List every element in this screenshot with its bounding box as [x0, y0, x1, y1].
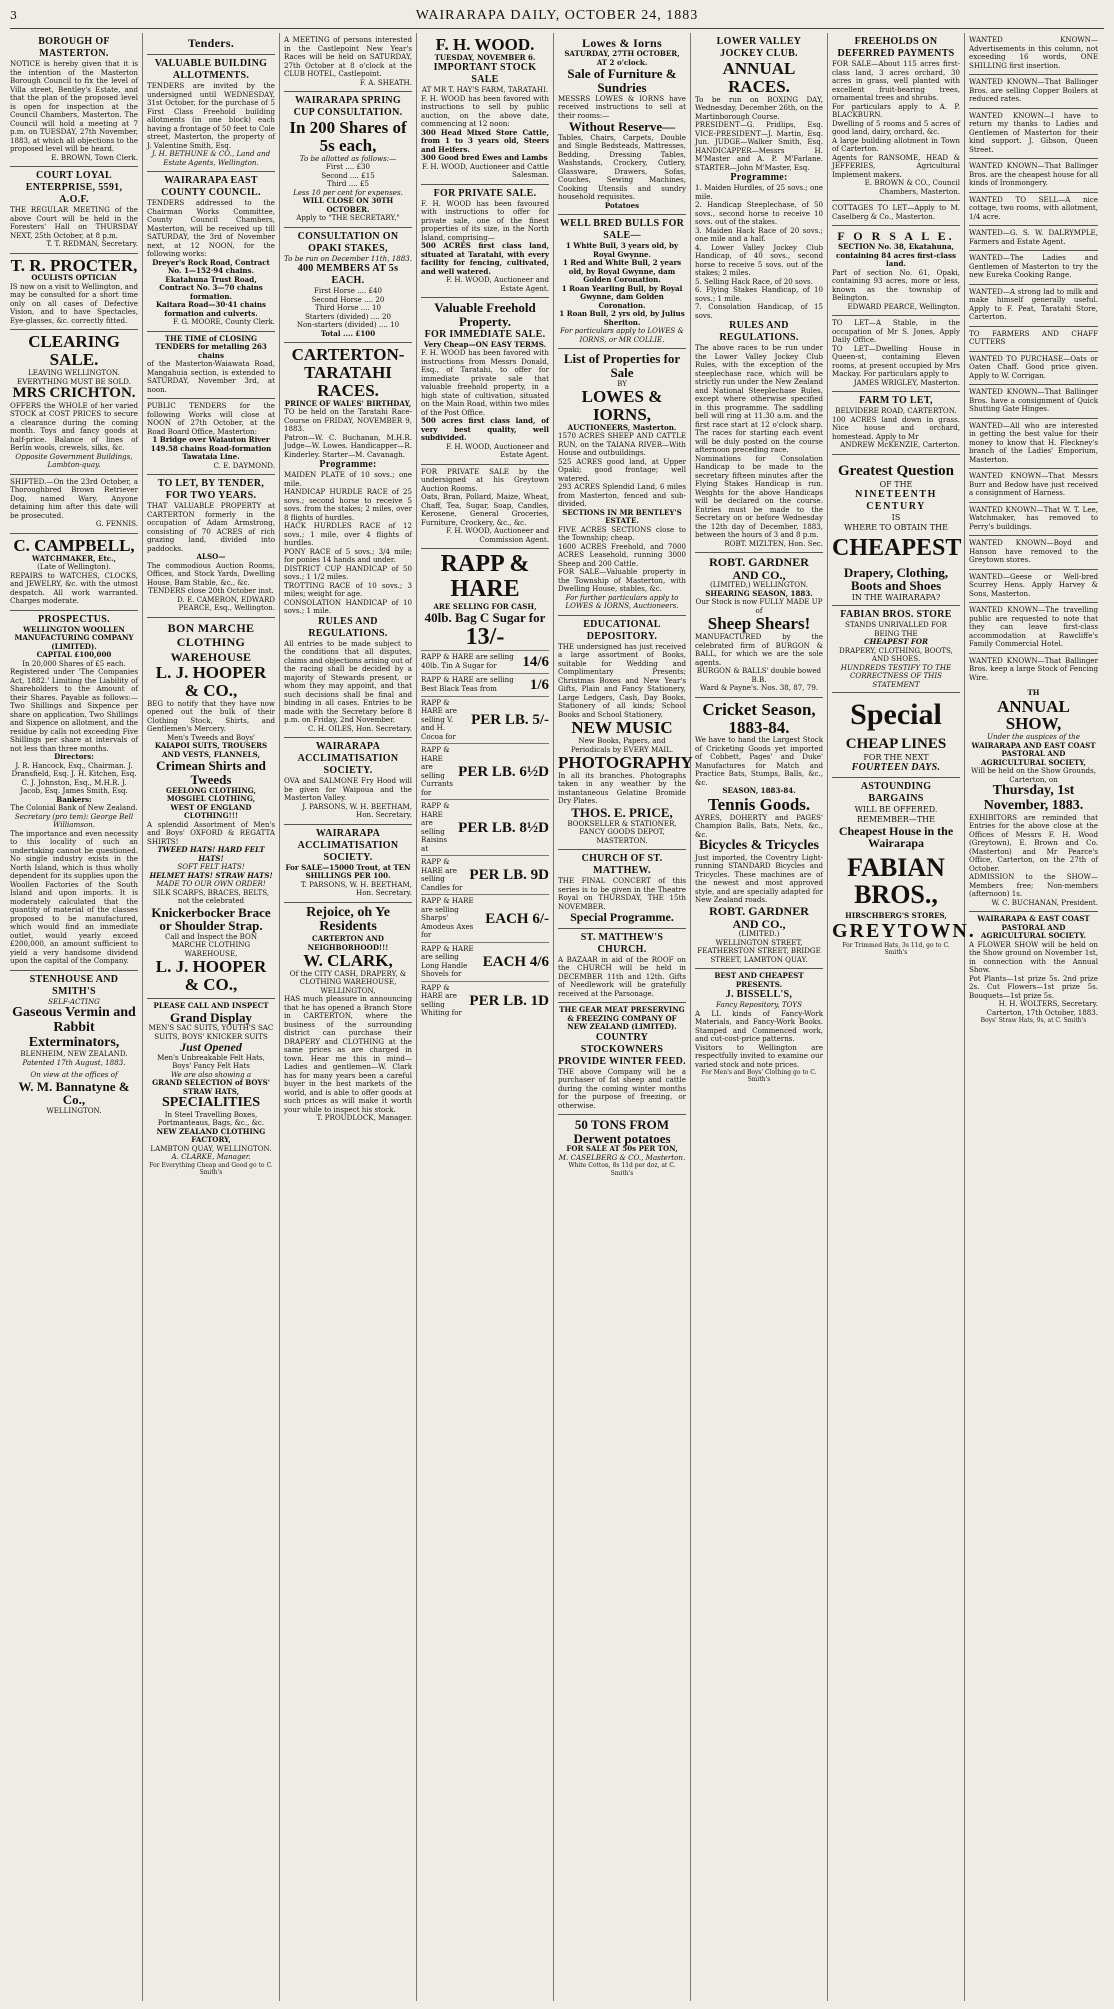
wanted-notice: WANTED—The Ladies and Gentlemen of Masterton to try the new Eureka Cooking Range.: [969, 251, 1098, 285]
rapp-item-price: PER LB. 9D: [469, 867, 549, 884]
wanted-known-list: [969, 33, 1098, 686]
trout-sale: WAIRARAPA ACCLIMATISATION SOCIETY. For SALE—15000 Trout, at TEN SHILLINGS PER 100. T. PARSONS, W. H. BEETHAM, Hon. Secretary.: [284, 825, 412, 903]
bulls-sale: WELL BRED BULLS FOR SALE— 1 White Bull, 3 years old, by Royal Gwynne. 1 Red and White Bull, 2 years old, by Royal Gwynne, dam Golden Coronation. 1 Roan Yearling Bull, by Royal Gwynne, dam Golden Coronation. 1 Roan Bull, 2 yrs old, by Julius Sheriton. For particulars apply to LOWES & IORNS, or MR COLLIE.: [558, 215, 686, 349]
wanted-notice: WANTED KNOWN—That Messrs Burr and Bedow have just received a consignment of Harness.: [969, 469, 1098, 503]
bridge-tender: PUBLIC TENDERS for the following Works will close at NOON of 27th October, at the Road Board Office, Masterton: 1 Bridge over Waiauton River 149.58 chains Road-formation Tawataia Line. C. E. DAYMOND.: [147, 399, 275, 475]
wanted-notice: WANTED—A strong lad to milk and make himself generally useful. Apply to F. Peat, Taratahi Store, Carterton.: [969, 285, 1098, 327]
farm-to-let: FARM TO LET, BELVIDERE ROAD, CARTERTON. 100 ACRES land down in grass. Nice house and orchard, homestead. Apply to Mr ANDREW McKENZIE, Carterton.: [832, 392, 960, 455]
column-8: [965, 33, 1102, 2001]
rapp-item-desc: RAPP & HARE are selling Whiting for: [421, 982, 462, 1018]
fabian-question-ad: Greatest Question OF THE NINETEENTH CENTURY IS WHERE TO OBTAIN THE CHEAPEST Drapery, Clothing, Boots and Shoes IN THE WAIRARAPA? FABIAN BROS. STORE STANDS UNRIVALLED FOR BEING THE CHEAPEST FOR DRAPERY, CLOTHING, BOOTS, AND SHOES. HUNDREDS TESTIFY TO THE CORRECTNESS OF THIS STATEMENT Special CHEAP LINES FOR THE NEXT FOURTEEN DAYS. ASTOUNDING BARGAINS WILL BE OFFERED. REMEMBER—THE Cheapest House in the Wairarapa FABIAN BROS., HIRSCHBERG'S STORES, GREYTOWN. For Trimmed Hats, 3s 11d, go to C. Smith's: [832, 462, 976, 956]
wanted-notice: WANTED KNOWN—I have to return my thanks to Ladies and Gentlemen of Masterton for their kind support. J. Gibson, Queen Street.: [969, 109, 1098, 160]
wanted-notice: WANTED—All who are interested in getting the best value for their money to know that H. Fleckney's branch of the Ladies' Emporium, Masterton.: [969, 419, 1098, 470]
church-bazaar: ST. MATTHEW'S CHURCH. A BAZAAR in aid of the ROOF on the CHURCH will be held in DECEMBER 11th and 12th. Gifts of Needlework will be gratefully received at the Parsonage.: [558, 929, 686, 1004]
wood-private-sale: FOR PRIVATE SALE. F. H. WOOD has been favoured with instructions to offer for private sale, one of the finest properties of its size, in the North Island, comprising— 500 ACRES first class land, situated at Taratahi, with every facility for fencing, cultivated, and well watered. F. H. WOOD, Auctioneer and Estate Agent.: [421, 185, 549, 299]
furniture-sale: Lowes & Iorns SATURDAY, 27TH OCTOBER, AT 2 o'clock. Sale of Furniture & Sundries MESSRS LOWES & IORNS have received instructions to sell at their rooms:— Without Reserve— Tables, Chairs, Carpets, Double and Single Bedsteads, Mattresses, Bedding, Dressing Tables, Washstands, Crockery, Cutlery, Glassware, Drawers, Sofas, Couches, Sewing Machines, Cooking Utensils and sundry household requisites. Potatoes: [558, 33, 686, 215]
rapp-item-desc: RAPP & HARE are selling V. and H. Cocoa for: [421, 697, 457, 741]
opaki-consultation: CONSULTATION ON OPAKI STAKES, To be run on December 11th, 1883. 400 MEMBERS AT 5s EACH. First Horse .... £40 Second Horse .... 20 Third Horse .... 10 Starters (divided) .... 20 Non-starters (divided) .... 10 Total .... £100: [284, 228, 412, 344]
column-1: [6, 33, 143, 2001]
gardner-shears-ad: ROBT. GARDNER AND CO., (LIMITED,) WELLINGTON. SHEARING SEASON, 1883. Our Stock is now FULLY MADE UP of Sheep Shears! MANUFACTURED by the celebrated firm of BURGON & BALL, for which we are the sole agents. BURGON & BALLS' double bowed B.B. Ward & Payne's. Nos. 38, 87, 79.: [695, 553, 823, 698]
shifted-notice: SHIFTED.—On the 23rd October, a Thoroughbred Brown Retriever Dog, named Wary. Anyone detaining him after this date will be prosecuted. G. FENNIS.: [10, 475, 138, 534]
stenhouse-ad: STENHOUSE AND SMITH'S SELF-ACTING Gaseous Vermin and Rabbit Exterminators, BLENHEIM, NEW ZEALAND. Patented 17th August, 1883. On view at the offices of W. M. Bannatyne & Co., WELLINGTON.: [12, 973, 136, 1115]
wanted-notice: WANTED KNOWN—Boyd and Hanson have removed to the Greytown stores.: [969, 536, 1098, 570]
county-council-tender: WAIRARAPA EAST COUNTY COUNCIL. TENDERS addressed to the Chairman Works Committee, County Council Chambers, Masterton, will be received up till SATURDAY, the 3rd of November next, at 12 NOON, for the following works: Dreyer's Rock Road, Contract No. 1—152·94 chains. Ekatahuna Trust Road, Contract No. 3—70 chains formation. Kaitara Road—30·41 chains formation and culverts. F. G. MOORE, County Clerk.: [147, 172, 275, 332]
rapp-item-desc: RAPP & HARE are selling Candles for: [421, 857, 463, 892]
rapp-item-price: PER LB. 8½D: [458, 819, 549, 836]
columns: [6, 33, 1108, 2001]
rapp-item-desc: RAPP & HARE are selling Raisins at: [421, 801, 450, 853]
clearing-sale-ad: CLEARING SALE. LEAVING WELLINGTON. EVERYTHING MUST BE SOLD. MRS CRICHTON. OFFERS the WHOLE of her varied STOCK at COST PRICES to secure a clearance during the coming month. Toys and fancy goods at half-price. Balance of lines of Berlin wools, crewels, silks, &c. Opposite Government Buildings, Lambton-quay.: [10, 330, 138, 474]
newspaper-title: WAIRARAPA DAILY, OCTOBER 24, 1883: [415, 8, 699, 23]
court-notice: COURT LOYAL ENTERPRISE, 5591, A.O.F. THE REGULAR MEETING of the above Court will be held in the Foresters' Hall on THURSDAY NEXT, 25th October, at 8 p.m. T. T. REDMAN, Secretary.: [10, 167, 138, 254]
clark-ad: Rejoice, oh Ye Residents CARTERTON AND NEIGHBORHOOD!!! W. CLARK, Of the CITY CASH, DRAPERY, & CLOTHING WAREHOUSE, WELLINGTON, HAS much pleasure in announcing that he has opened a Branch Store in CARTERTON, where the business of the surrounding district can purchase their DRAPERY and CLOTHING at the same prices as are charged in town. Hear me this in mind—Ladies and gentlemen—W. Clark has for many years been a careful buyer in the best markets of the world, and is able to offer goods at such prices as will make it worth your while to inspect his stock. T. PROUDLOCK, Manager.: [284, 904, 412, 1123]
rapp-item-desc: RAPP & HARE are selling Currants for: [421, 745, 454, 797]
wanted-notice: WANTED TO SELL—A nice cottage, two rooms, with allotment, 1/4 acre.: [969, 193, 1098, 227]
rapp-item-price: 14/6: [522, 653, 549, 670]
properties-list: List of Properties for Sale BY LOWES & IORNS, AUCTIONEERS, Masterton. 1570 ACRES SHEEP AND CATTLE RUN, on the TAIANA RIVER—With House and outbuildings. 525 ACRES good land, at Upper Opaki; good frontage; well watered. 293 ACRES Splendid Land, 6 miles from Masterton, fenced and sub-divided. SECTIONS IN MR BENTLEY'S ESTATE. FIVE ACRES SECTIONS close to the Township; cheap. 1600 ACRES Freehold, and 7000 ACRES Leasehold, running 3000 Sheep and 200 Cattle. FOR SALE—Valuable property in the Township of Masterton, with Dwelling House, stables, &c. For further particulars apply to LOWES & IORNS, Auctioneers.: [558, 349, 686, 615]
rapp-item-price: PER LB. 6½D: [458, 763, 549, 780]
bon-marche-ad: BON MARCHE CLOTHING WAREHOUSE L. J. HOOPER & CO., BEG to notify that they have now opened out the bulk of their Clothing Stock, Shirts, and Gentlemen's Mercery. Men's Tweeds and Boys' KAIAPOI SUITS, TROUSERS AND VESTS, FLANNELS, Crimean Shirts and Tweeds GEELONG CLOTHING, MOSGIEL CLOTHING, WEST OF ENGLAND CLOTHING!!! A splendid Assortment of Men's and Boys' OXFORD & REGATTA SHIRTS! TWEED HATS! HARD FELT HATS! SOFT FELT HATS! HELMET HATS! STRAW HATS! MADE TO OUR OWN ORDER! SILK SCARFS, BRACES, BELTS, not the celebrated Knickerbocker Brace or Shoulder Strap. Call and Inspect the BON MARCHE CLOTHING WAREHOUSE, L. J. HOOPER & CO.,: [147, 618, 275, 999]
column-5: [554, 33, 691, 2001]
wood-freehold: Valuable Freehold Property. FOR IMMEDIATE SALE. Very Cheap—ON EASY TERMS. F. H. WOOD has been favored with instructions from Messrs Donald, Esq., of Taratahi, to offer for immediate private sale that valuable freehold property, in a high state of cultivation, situated on the Main Road, within two miles of the Post Office. 500 acres first class land, of very best quality, well subdivided. F. H. WOOD, Auctioneer and Estate Agent.: [421, 298, 549, 464]
for-sale-sections: F O R S A L E. SECTION No. 38, Ekatahuna, containing 84 acres first-class land. Part of section No. 61, Opaki, containing 93 acres, more or less, known as the township of Belington. EDWARD PEARCE, Wellington.: [832, 226, 960, 316]
column-2: [143, 33, 280, 2001]
wanted-notice: WANTED KNOWN—That Ballinger Bros. have a consignment of Quick Shutting Gate Hinges.: [969, 385, 1098, 419]
carterton-races: CARTERTON-TARATAHI RACES. PRINCE OF WALES' BIRTHDAY, TO be held on the Taratahi Race-Course on FRIDAY, NOVEMBER 9, 1883. Patron—W. C. Buchanan, M.H.R. Judge—W. Lowes. Handicapper—R. Kinderley. Starter—M. Cavanagh. Programme: MAIDEN PLATE of 10 sovs.; one mile. HANDICAP HURDLE RACE of 25 sovs.; second horse to receive 5 sovs. from the stakes; 2 miles, over 8 flights of hurdles. HACK HURDLES RACE of 12 sovs.; 1 mile, over 4 flights of hurdles. PONY RACE of 5 sovs.; 3/4 mile; for ponies 14 hands and under. DISTRICT CUP HANDICAP of 50 sovs.; 1 1/2 miles. TROTTING RACE of 10 sovs.; 3 miles; weight for age. CONSOLATION HANDICAP of 10 sovs.; 1 mile. RULES AND REGULATIONS. All entries to be made subject to the conditions that all disputes, claims and objections arising out of the racing shall be decided by a majority of Stewards present, or whom they may appoint, and that such decisions shall be final and binding in all cases. Entries to be made with the Secretary before 8 p.m. on Friday, 2nd November. C. H. OILES, Hon. Secretary.: [284, 343, 412, 738]
potatoes-ad: 50 TONS FROM Derwent potatoes FOR SALE AT 50s PER TON, M. CASELBERG & CO., Masterton. White Cotton, 8s 11d per doz, at C. Smith's: [558, 1117, 686, 1177]
column-4: [417, 33, 554, 2001]
to-let-tender: TO LET, BY TENDER, FOR TWO YEARS. THAT VALUABLE PROPERTY at CARTERTON formerly in the occupation of Adam Armstrong, consisting of 70 ACRES of rich grazing land, divided into paddocks. ALSO— The commodious Auction Rooms, Offices, and Stock Yards, Dwelling House, Bam Stable, &c., &c. TENDERS close 20th October inst. D. E. CAMERON, EDWARD PEARCE, Esq., Wellington.: [147, 475, 275, 618]
cottages-notice: COTTAGES TO LET—Apply to M. Caselberg & Co., Masterton.: [832, 201, 960, 226]
wood-greytown: FOR PRIVATE SALE by the undersigned at his Greytown Auction Rooms. Oats, Bran, Pollard, Maize, Wheat, Chaff, Tea, Sugar, Soap, Candles, Kerosene, General Groceries, Furniture, Crockery, &c., &c. F. H. WOOD, Auctioneer and Commission Agent.: [421, 465, 549, 550]
freeholds-ad: FREEHOLDS ON DEFERRED PAYMENTS FOR SALE—About 115 acres first-class land, 3 acres orchard, 30 acres in grass, well planted with excellent fruit-bearing trees, ornamental trees and shrubs. For particulars apply to A. P. BLACKBURN. Dwelling of 5 rooms and 5 acres of good land, dairy, orchard, &c. A large building allotment in Town of Carterton. Agents for RANSOME, HEAD & JEFFERIES, Agricultural Implement makers. E. BROWN & CO., Council Chambers, Masterton.: [832, 33, 960, 201]
rapp-item-desc: RAPP & HARE are selling Sharps' Amodeus Axes for: [421, 896, 474, 940]
rapp-hare-ad: RAPP & HARE ARE SELLING FOR CASH, 40lb. Bag C Sugar for 13/- RAPP & HARE are selling 40lb. Tin A Sugar for 14/6 RAPP & HARE are selling Best Black Teas from 1/6 RAPP & HARE are selling V. and H. Cocoa for PER LB. 5/- RAPP & HARE are selling Currants for PER LB. 6½D RAPP & HARE are selling Raisins at PER LB. 8½D RAPP & HARE are selling Candles for PER LB. 9D RAPP & HARE are selling Sharps' Amodeus Axes for EACH 6/- RAPP & HARE are selling Long Handle Shovels for EACH 4/6 RAPP & HARE are selling Whiting for PER LB. 1D: [421, 549, 549, 1024]
rapp-price-row: [421, 799, 549, 855]
castlepoint-meeting: A MEETING of persons interested in the Castlepoint New Year's Races will be held on SATURDAY, 27th October at 8 o'clock at the CLUB HOTEL, Castlepoint. F. A. SHEATH.: [284, 33, 412, 92]
imprint: For Everything Cheap and Good go to C. Smith's: [149, 1161, 273, 1177]
church-concert: CHURCH OF ST. MATTHEW. THE FINAL CONCERT of this series is to be given in the Theatre Royal on THURSDAY, THE 15th NOVEMBER. Special Programme.: [558, 850, 686, 929]
rapp-price-row: [421, 650, 549, 673]
masthead: [10, 8, 1104, 29]
wanted-notice: WANTED KNOWN—Advertisements in this column, not exceeding 16 words, ONE SHILLING first insertion.: [969, 33, 1098, 75]
wood-stock-sale: F. H. WOOD. TUESDAY, NOVEMBER 6. IMPORTANT STOCK SALE AT MR T. HAY'S FARM, TARATAHI. F. H. WOOD has been favored with instructions to sell by public auction, on the above date, commencing at 12 noon: 300 Head Mixed Store Cattle, from 1 to 3 years old, Steers and Heifers. 300 Good bred Ewes and Lambs F. H. WOOD, Auctioneer and Cattle Salesman.: [421, 33, 549, 185]
rapp-item-desc: RAPP & HARE are selling Best Black Teas from: [421, 675, 514, 693]
rapp-item-price: PER LB. 5/-: [471, 712, 549, 729]
jockey-club-races: LOWER VALLEY JOCKEY CLUB. ANNUAL RACES. To be run on BOXING DAY, Wednesday, December 26th, on the Martinborough Course. PRESIDENT—G. Pridlips, Esq. VICE-PRESIDENT—J. Martin, Esq. Jun. JUDGE—Walker Smith, Esq. HANDICAPPER—Messrs H. M'Master and A. P. M'Farlane. STARTER—John M'Master, Esq. Programme: 1. Maiden Hurdles, of 25 sovs.; one mile. 2. Handicap Steeplechase, of 50 sovs., second horse to receive 10 sovs. out of the stakes. 3. Maiden Hack Race of 20 sovs.; one mile and a half. 4. Lower Valley Jockey Club Handicap, of 40 sovs., second horse to receive 5 sovs. out of the stakes; 2 miles. 5. Selling Hack Race, of 20 sovs. 6. Flying Stakes Handicap, of 10 sovs.; 1 mile. 7. Consolation Handicap, of 15 sovs. RULES AND REGULATIONS. The above races to be run under the Lower Valley Jockey Club Rules, with the exception of the steeplechase race, which will be strictly run under the New Zealand and National Steeplechase Rules, except where otherwise specified in this programme. The saddling bell will ring at 11.30 a.m. and the first race start at 12 o'clock sharp. The races for starting each event will be duly posted on the course afternoon preceding race. Nominations for Consolation Handicap to be made to the secretary fifteen minutes after the Flying Stakes Handicap is run. Weights for the above Handicaps will be declared on the course. Entries must be made to the Secretary on or before Wednesday the 12th day of December, 1883, between the hours of 3 and 8 p.m. ROBT. MIZLTEN, Hon. Sec.: [695, 33, 823, 553]
rapp-price-row: [421, 981, 549, 1020]
wanted-notice: TO FARMERS AND CHAFF CUTTERS: [969, 327, 1098, 352]
cricket-ad: Cricket Season, 1883-84. We have to hand the Largest Stock of Cricketing Goods yet imported of Cobbett, Pages' and Duke' Manufactures for Match and Practice Bats, Stumps, Balls, &c., &c. SEASON, 1883-84. Tennis Goods. AYRES, DOHERTY and PAGES' Champion Balls, Bats, Nets, &c., &c. Bicycles & Tricycles Just imported, the Coventry Light-running STANDARD Bicycles and Tricycles. These machines are of the newest and most approved style, and are specially adapted for New Zealand roads. ROBT. GARDNER AND CO., (LIMITED.) WELLINGTON STREET, FEATHERSTON STREET, BRIDGE STREET, LAMBTON QUAY.: [695, 698, 823, 969]
wanted-notice: WANTED KNOWN—That Ballinger Bros. are the cheapest house for all kinds of Ironmongery.: [969, 159, 1098, 193]
to-let-notices: TO LET—A Stable, in the occupation of Mr S. Jones, Apply Daily Office. TO LET—Dwelling House in Queen-st, containing Eleven rooms, at present occupied by Mrs Mackay. For particulars apply to JAMES WRIGLEY, Masterton.: [832, 316, 960, 392]
bissell-ad: BEST AND CHEAPEST PRESENTS. J. BISSELL'S, Fancy Repository, TOYS A LL kinds of Fancy-Work Materials, and Fancy-Work Books. Stamped and Commenced work, and cut-cost-price patterns. Visitors to Wellington are respectfully invited to examine our varied stock and note prices. For Men's and Boys' Clothing go to C. Smith's: [695, 971, 823, 1084]
rapp-item-price: EACH 4/6: [482, 953, 549, 970]
wanted-notice: WANTED KNOWN—The travelling public are requested to note that they can leave first-class accommodation at Rawcliffe's Family Commercial Hotel.: [969, 603, 1098, 654]
educational-depository: EDUCATIONAL DEPOSITORY. THE undersigned has just received a large assortment of Books, suitable for Wedding and Complimentary Presents; Christmas Boxes and New Year's Gifts, Plain and Fancy Stationery, Large Ledgers, Cash, Day Books, Stationery of all kinds; School Books and School Stationery. NEW MUSIC New Books, Papers, and Periodicals by EVERY MAIL. PHOTOGRAPHY In all its branches. Photographs taken in any weather by the instantaneous Gelatine Bromide Dry Plates. THOS. E. PRICE, BOOKSELLER & STATIONER, FANCY GOODS DEPOT, MASTERTON.: [558, 616, 686, 850]
column-3: [280, 33, 417, 2001]
wanted-notice: WANTED KNOWN—That Ballinger Bros. are selling Copper Boilers at reduced rates.: [969, 75, 1098, 109]
rapp-price-row: [421, 673, 549, 696]
annual-show-ad: TH ANNUAL SHOW, Under the auspices of the WAIRARAPA AND EAST COAST PASTORAL AND AGRICULTURAL SOCIETY, Will be held on the Show Grounds, Carterton, on Thursday, 1st November, 1883. EXHIBITORS are reminded that Entries for the above close at the Offices of Messrs F. H. Wood (Greytown), E. Brown and Co. (Masterton) and Mr Pearce's Office, Carterton, on the 27th of October. ADMISSION to the SHOW—Members free; Non-members (afternoon) 1s. W. C. BUCHANAN, President.: [969, 686, 1098, 912]
allotments-tender: VALUABLE BUILDING ALLOTMENTS. TENDERS are invited by the undersigned until WEDNESDAY, 31st October, for the purchase of 5 First Class Freehold building allotments (in one block) each having a frontage of 50 feet to Cole street, Masterton, the property of J. Valentine Smith, Esq. J. H. BETHUNE & CO., Land and Estate Agents, Wellington.: [147, 55, 275, 172]
rapp-price-row: [421, 942, 549, 981]
tenders-header: Tenders.: [147, 33, 275, 55]
rapp-price-row: [421, 743, 549, 799]
column-6: [691, 33, 828, 2001]
column-7: [828, 33, 976, 2001]
spring-cup-sweep: WAIRARAPA SPRING CUP CONSULTATION. In 200 Shares of 5s each, To be allotted as follows:— First .... £30 Second .... £15 Third .... £5 Less 10 per cent for expenses. WILL CLOSE ON 30TH OCTOBER. Apply to "THE SECRETARY,": [284, 92, 412, 228]
wanted-notice: WANTED KNOWN—That W. T. Lee, Watchmaker, has removed to Perry's buildings.: [969, 503, 1098, 537]
rapp-item-desc: RAPP & HARE are selling Long Handle Shovels for: [421, 943, 474, 979]
acclimatisation-notice: WAIRARAPA ACCLIMATISATION SOCIETY. OVA and SALMONE Fry Hood will be given for Waipoua and the Masterton Valley. J. PARSONS, W. H. BEETHAM, Hon. Secretary.: [284, 738, 412, 825]
rapp-item-price: EACH 6/-: [485, 910, 549, 927]
rapp-item-price: 1/6: [529, 676, 549, 693]
page-number: 3: [10, 9, 17, 22]
grand-display-ad: PLEASE CALL AND INSPECT Grand Display MEN'S SAC SUITS, YOUTH'S SAC SUITS, BOYS' KNICKER SUITS Just Opened Men's Unbreakable Felt Hats, Boys' Fancy Felt Hats We are also showing a GRAND SELECTION of BOYS' STRAW HATS, SPECIALITIES In Steel Travelling Boxes, Portmanteaus, Bags, &c., &c. NEW ZEALAND CLOTHING FACTORY, LAMBTON QUAY, WELLINGTON. A. CLARKE, Manager. For Everything Cheap and Good go to C. Smith's: [148, 1001, 274, 1177]
rapp-price-list: [421, 650, 549, 1020]
borough-notice: BOROUGH OF MASTERTON. NOTICE is hereby given that it is the intention of the Masterton Borough Council to fix the level of Villa street, Bentley's Estate, and that the plan of the proposed level is open for inspection at the Council Chambers, Masterton. The Council will hold a meeting at 7 p.m. on TUESDAY, 27th November, 1883, at which all objections to the proposed level will be heard. E. BROWN, Town Clerk.: [10, 33, 138, 167]
rapp-price-row: [421, 696, 549, 744]
rapp-price-row: [421, 894, 549, 942]
metalling-tender: THE TIME of CLOSING TENDERS for metalling 263 chains of the Masterton-Waiawata Road, Mangahuia section, is extended to SATURDAY, November 3rd, at noon.: [147, 332, 275, 400]
wanted-notice: WANTED—G. S. W. DALRYMPLE, Farmers and Estate Agent.: [969, 226, 1098, 251]
wanted-notice: WANTED TO PURCHASE—Oats or Oaten Chaff. Good price given. Apply to W. Corrigan.: [969, 352, 1098, 386]
campbell-ad: C. CAMPBELL, WATCHMAKER, Etc., (Late of Wellington). REPAIRS to WATCHES, CLOCKS, and JEWELRY, &c. with the utmost despatch. All work warranted. Charges moderate.: [10, 534, 138, 611]
flower-show-ad: WAIRARAPA & EAST COAST PASTORAL AND AGRICULTURAL SOCIETY. A FLOWER SHOW will be held on the Show ground on November 1st, in connection with the Annual Show. Pot Plants—1st prize 5s. 2nd prize 2s. Cut Flowers—1st prize 5s. Bouquets—1st prize 5s. H. H. WOLTERS, Secretary. Carterton, 17th October, 1883. Boys' Straw Hats, 9s, at C. Smith's: [969, 914, 1098, 1025]
rapp-price-row: [421, 855, 549, 894]
wanted-notice: WANTED KNOWN—That Ballinger Bros. keep a large Stock of Fencing Wire.: [969, 655, 1098, 682]
meat-company: THE GEAR MEAT PRESERVING & FREEZING COMPANY OF NEW ZEALAND (LIMITED). COUNTRY STOCKOWNERS PROVIDE WINTER FEED. THE above Company will be a purchaser of fat sheep and cattle during the coming winter months for the purpose of freezing, or otherwise.: [558, 1003, 686, 1115]
rapp-item-desc: RAPP & HARE are selling 40lb. Tin A Sugar for: [421, 652, 514, 670]
rapp-item-price: PER LB. 1D: [469, 992, 549, 1009]
procter-ad: T. R. PROCTER, OCULISTS OPTICIAN IS now on a visit to Wellington, and may be consulted for a short time only on all cases of Defective Vision, and to have Spectacles, Eye-glasses, &c. correctly fitted.: [10, 254, 138, 331]
prospectus: PROSPECTUS. WELLINGTON WOOLLEN MANUFACTURING COMPANY (LIMITED). CAPITAL £100,000 In 20,000 Shares of £5 each. Registered under 'The Companies Act, 1882.' Limiting the Liability of Shareholders to the Amount of their Shares. Payable as follows:—Two Shillings and Sixpence per share on application, Two Shillings and Sixpence on allotment, and the residue by calls not exceeding Five Shillings per share at intervals of not less than three months. Directors: J. R. Hancock, Esq., Chairman. J. Dransfield, Esq. J. H. Kitchen, Esq. C. J. Johnston, Esq., M.H.R. J. Jacob, Esq. James Smith, Esq. Bankers: The Colonial Bank of New Zealand. Secretary (pro tem): George Bell Williamson. The importance and even necessity to this locality of such an undertaking cannot be questioned. No single industry exists in the North Island, which is thus wholly dependent for its supplies upon the Woollen Factories of the South Island and upon imports. It is moderately calculated that the quantity of material of the classes proposed to be manufactured, which would find an immediate outlet, would yearly exceed £200,000, an amount sufficient to yield a very handsome dividend upon the capital of the Company.: [10, 611, 138, 971]
wanted-notice: WANTED—Geese or Well-bred Scurrey Hens. Apply Harvey & Sons, Masterton.: [969, 570, 1098, 604]
